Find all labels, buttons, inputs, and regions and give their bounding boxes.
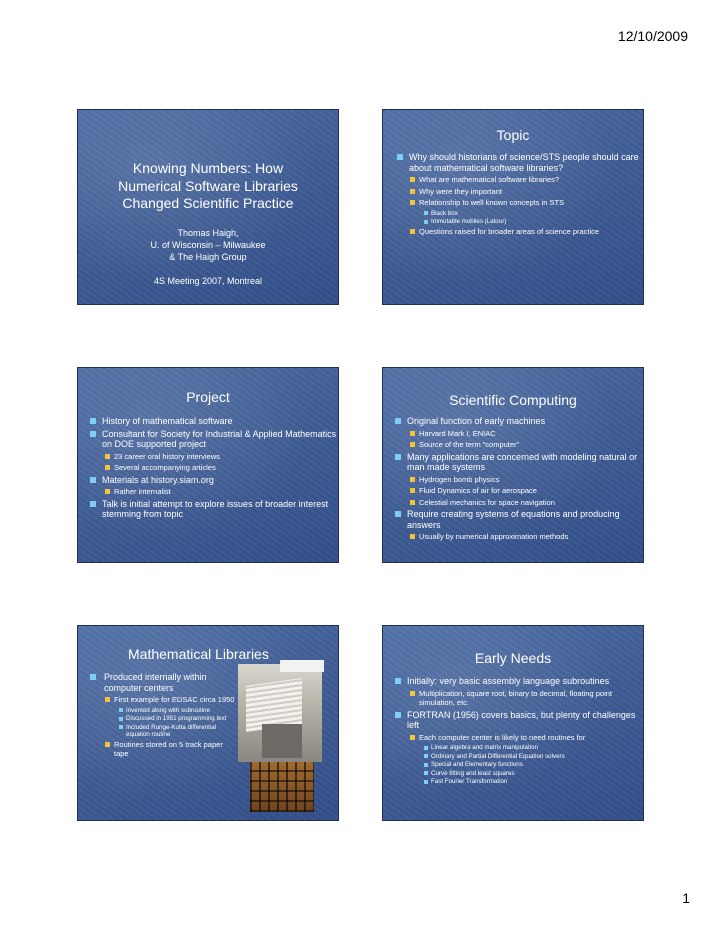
bullet-item: Discussed in 1951 programming text	[78, 715, 238, 723]
bullet-item: Produced internally within computer centers	[78, 672, 238, 693]
author-name: Thomas Haigh,	[177, 227, 239, 238]
slide-heading: Early Needs	[474, 650, 552, 666]
bullet-item: What are mathematical software libraries?	[383, 175, 643, 185]
slide-topic	[382, 109, 644, 305]
slide-heading: Scientific Computing	[449, 392, 577, 408]
bullet-item: Require creating systems of equations and producing answers	[383, 509, 643, 530]
bullet-list	[383, 676, 643, 786]
author-block	[78, 227, 338, 263]
bullet-item: Materials at history.siam.org	[78, 475, 338, 486]
bullet-item: Questions raised for broader areas of science practice	[383, 227, 643, 237]
bullet-item: Consultant for Society for Industrial & Applied Mathematics on DOE supported project	[78, 429, 338, 450]
bullet-item: Routines stored on 5 track paper tape	[78, 740, 238, 759]
author-affiliation: & The Haigh Group	[169, 251, 247, 262]
bullet-item: Fast Fourier Transformation	[383, 778, 643, 786]
bullet-item: Harvard Mark I, ENIAC	[383, 429, 643, 439]
slide-heading: Topic	[496, 127, 530, 143]
bullet-item: Source of the term “computer”	[383, 440, 643, 450]
bullet-item: Many applications are concerned with modeling natural or man made systems	[383, 452, 643, 473]
slide-heading: Project	[186, 389, 230, 405]
bullet-item: Rather internalist	[78, 487, 338, 497]
bullet-item: Black box	[383, 210, 643, 218]
bullet-item: Celestial mechanics for space navigation	[383, 498, 643, 508]
bullet-item: First example for EDSAC circa 1950	[78, 695, 238, 705]
bullet-item: Talk is initial attempt to explore issues of broader interest stemming from topic	[78, 499, 338, 520]
bullet-item: Initially: very basic assembly language subroutines	[383, 676, 643, 687]
bullet-item: Usually by numerical approximation methods	[383, 532, 643, 542]
bullet-item: History of mathematical software	[78, 416, 338, 427]
slide-early-needs	[382, 625, 644, 821]
presentation-title	[96, 160, 320, 213]
photo-caption-box	[280, 660, 324, 672]
slide-project	[77, 367, 339, 563]
bullet-item: Included Runge-Kutta differential equation routine	[78, 724, 238, 739]
bullet-item: Hydrogen bomb physics	[383, 475, 643, 485]
bullet-item: Multiplication, square root, binary to decimal, floating point simulation, etc.	[383, 689, 643, 708]
page-number: 1	[682, 890, 690, 906]
bullet-item: Ordinary and Partial Differential Equation solvers	[383, 753, 643, 761]
author-affiliation: U. of Wisconsin – Milwaukee	[150, 239, 266, 250]
slide-title	[77, 109, 339, 305]
bullet-item: Why were they important	[383, 187, 643, 197]
bullet-item: Why should historians of science/STS people should care about mathematical software libraries?	[383, 152, 643, 173]
bullet-item: 23 career oral history interviews	[78, 452, 338, 462]
bullet-item: Relationship to well known concepts in STS	[383, 198, 643, 208]
meeting-name: 4S Meeting 2007, Montreal	[153, 275, 263, 286]
edsac-paper-tape-photo	[238, 664, 322, 762]
bullet-item: FORTRAN (1956) covers basics, but plenty of challenges left	[383, 710, 643, 731]
title-line: Numerical Software Libraries	[118, 177, 298, 194]
bullet-list	[383, 152, 643, 236]
bullet-item: Several accompanying articles	[78, 463, 338, 473]
bullet-list	[78, 672, 238, 759]
bullet-list	[383, 416, 643, 542]
bullet-item: Linear algebra and matrix manipulation	[383, 744, 643, 752]
bullet-item: Fluid Dynamics of air for aerospace	[383, 486, 643, 496]
bullet-item: Invented along with subroutine	[78, 707, 238, 715]
handout-date: 12/10/2009	[617, 28, 688, 44]
bullet-item: Each computer center is likely to need routines for	[383, 733, 643, 743]
bullet-list	[78, 416, 338, 520]
slide-mathematical-libraries	[77, 625, 339, 821]
bullet-item: Curve fitting and least squares	[383, 770, 643, 778]
bullet-item: Original function of early machines	[383, 416, 643, 427]
title-line: Changed Scientific Practice	[122, 195, 294, 211]
bullet-item: Immutable mobiles (Latour)	[383, 218, 643, 226]
slide-heading: Mathematical Libraries	[128, 646, 269, 662]
slide-scientific-computing	[382, 367, 644, 563]
title-line: Knowing Numbers: How	[132, 160, 284, 176]
bullet-item: Special and Elementary functions	[383, 761, 643, 769]
tape-storage-cabinet-photo	[250, 762, 314, 812]
